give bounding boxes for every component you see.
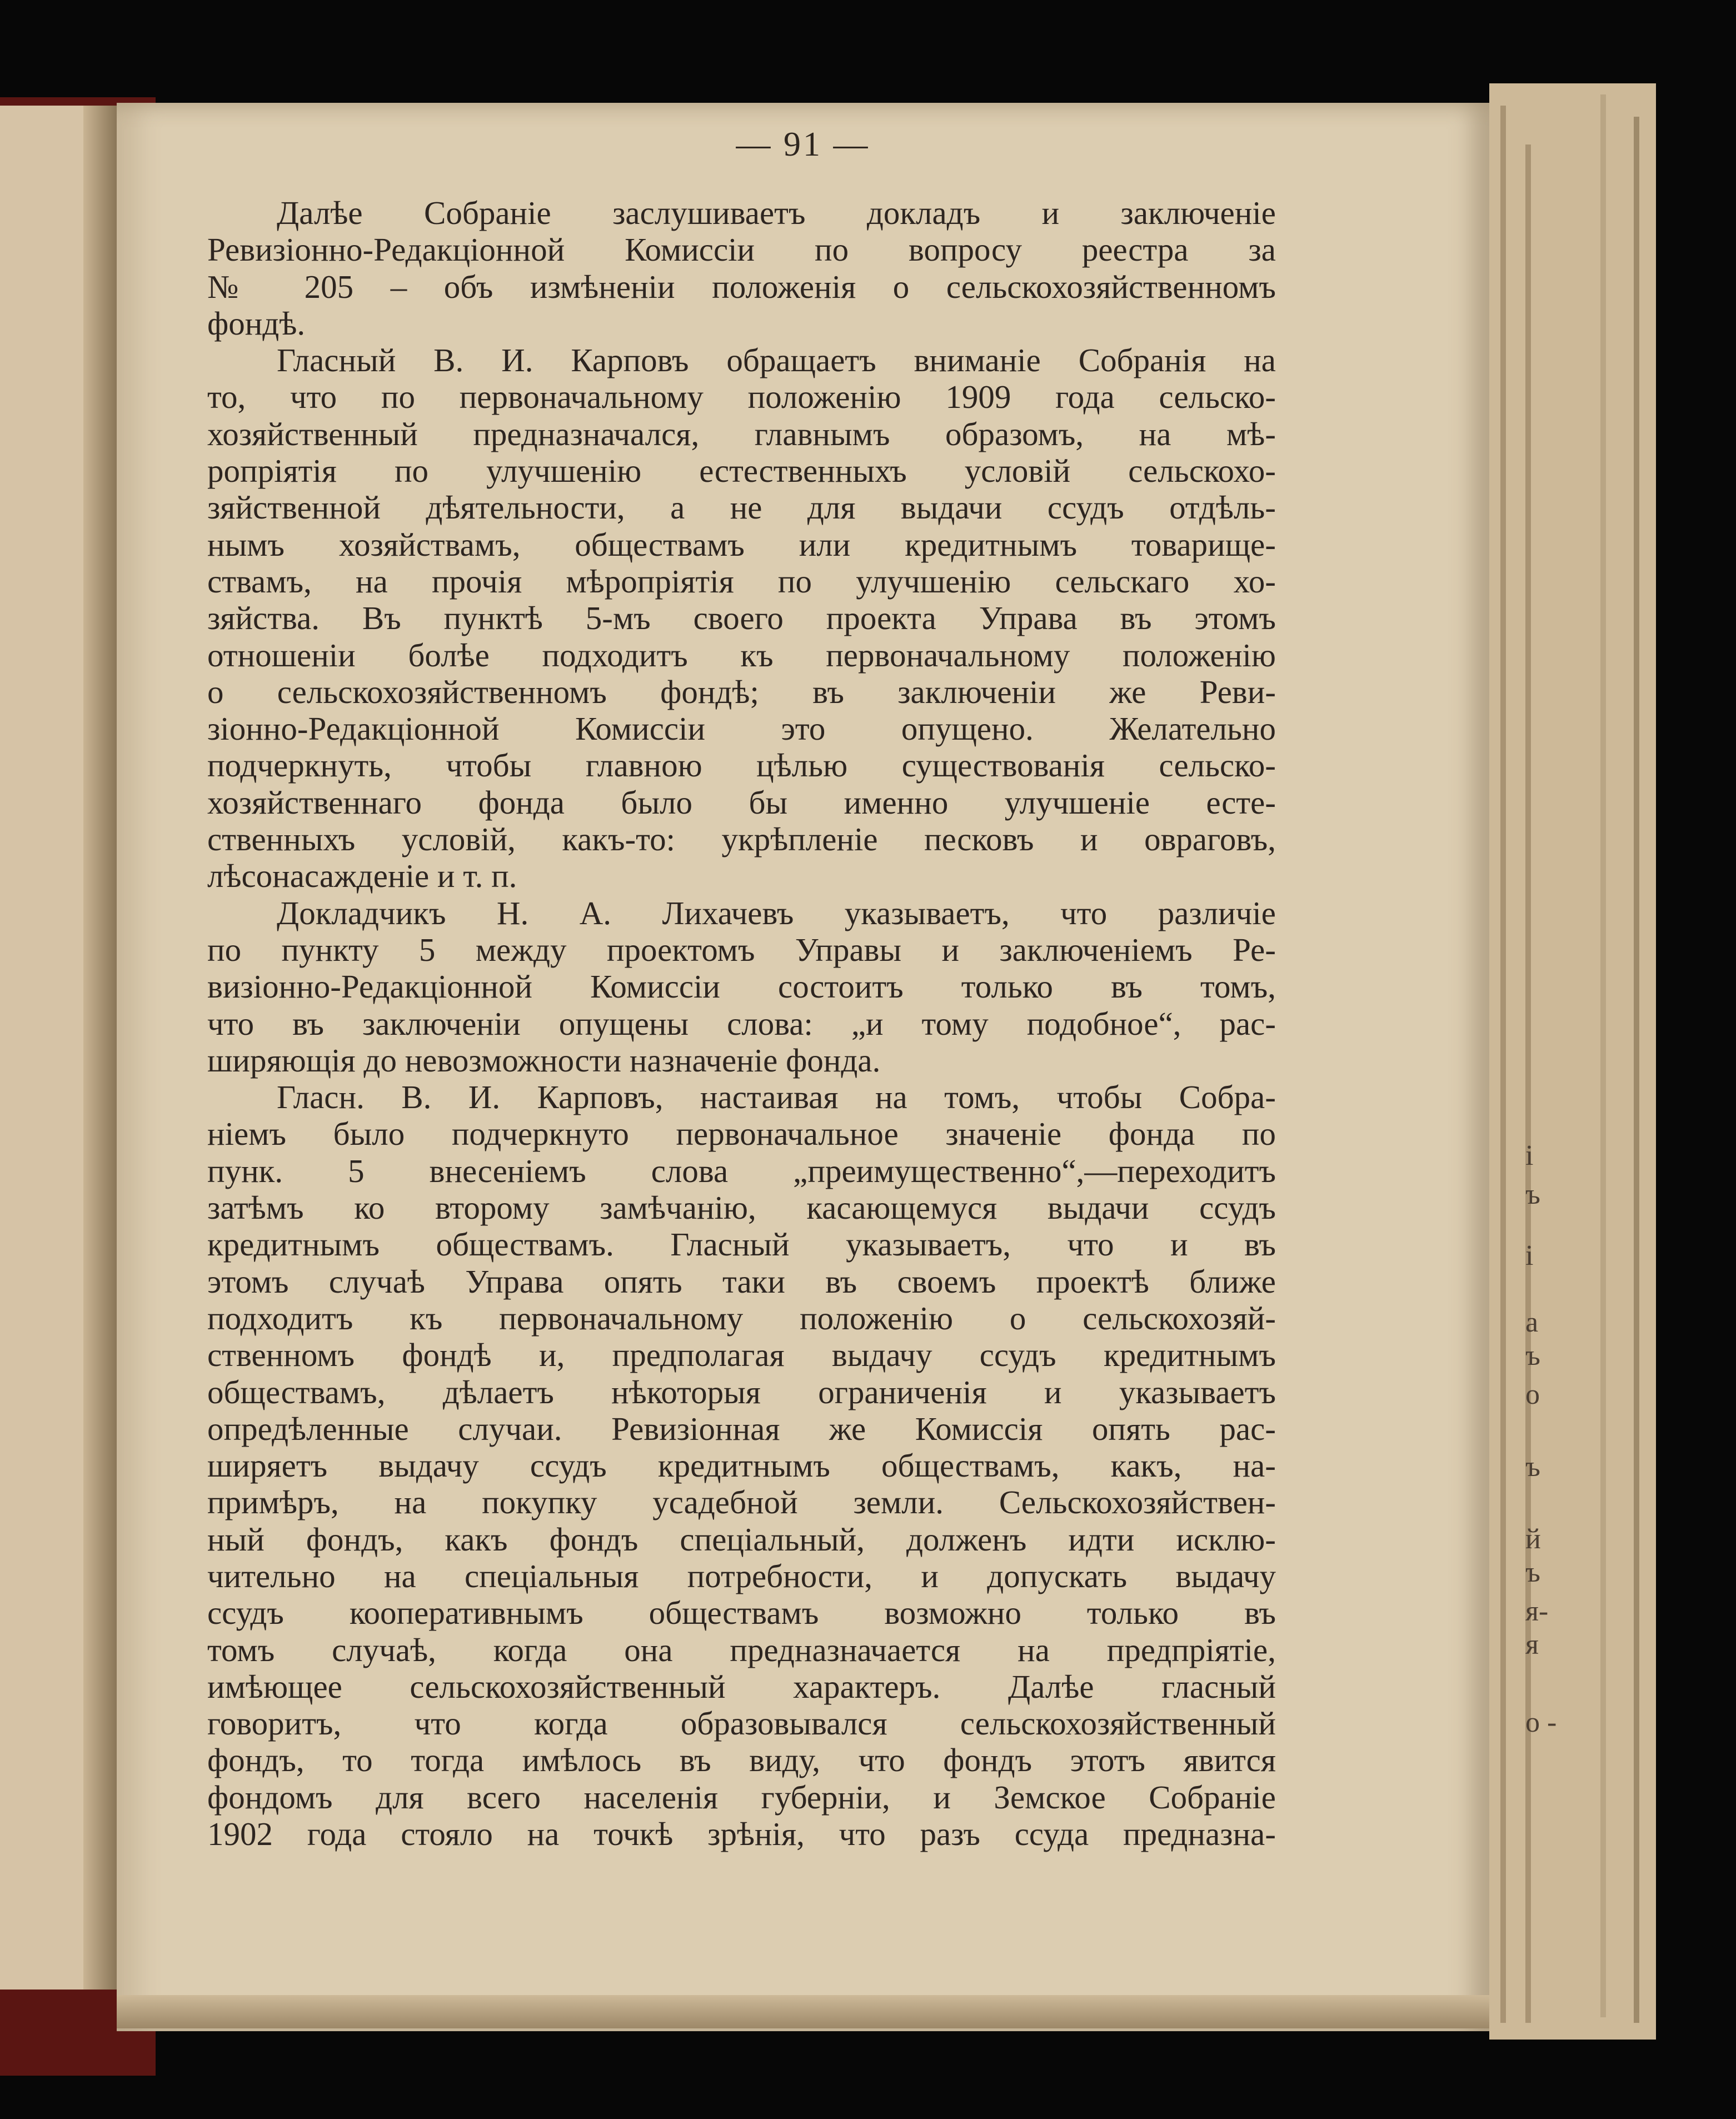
text-line: фондъ, то тогда имѣлось въ виду, что фондъ этотъ явится (207, 1742, 1276, 1779)
text-line: Ревизіонно-Редакціонной Комиссіи по вопросу реестра за (207, 231, 1276, 268)
text-line: зяйства. Въ пунктѣ 5-мъ своего проекта Управа въ этомъ (207, 600, 1276, 637)
text-line: чительно на спеціальныя потребности, и допускать выдачу (207, 1557, 1276, 1594)
page-edge (1634, 117, 1639, 2023)
text-line: ный фондъ, какъ фондъ спеціальный, долженъ идти исклю- (207, 1520, 1276, 1558)
text-line: отношеніи болѣе подходитъ къ первоначальному положенію (207, 636, 1276, 674)
text-line: зіонно-Редакціонной Комиссіи это опущено. Желательно (207, 710, 1276, 747)
text-line: Гласный В. И. Карповъ обращаетъ вниманіе Собранія на (277, 342, 1276, 379)
margin-fragment: о - (1525, 1707, 1557, 1738)
margin-fragment: ъ (1525, 1179, 1540, 1210)
text-line: ніемъ было подчеркнуто первоначальное значеніе фонда по (207, 1115, 1276, 1153)
text-line: ственномъ фондѣ и, предполагая выдачу ссудъ кредитнымъ (207, 1337, 1276, 1374)
body-text (207, 195, 1276, 1852)
page-edge (1500, 106, 1506, 2023)
text-line: обществамъ, дѣлаетъ нѣкоторыя ограниченія и указываетъ (207, 1373, 1276, 1410)
margin-fragment: і (1525, 1240, 1534, 1272)
text-line: № 205 – объ измѣненіи положенія о сельскохозяйственномъ (207, 268, 1276, 305)
text-line: ширяющія до невозможности назначеніе фонда. (207, 1041, 881, 1079)
text-line: затѣмъ ко второму замѣчанію, касающемуся выдачи ссудъ (207, 1189, 1276, 1226)
text-line: ственныхъ условій, какъ-то: укрѣпленіе песковъ и овраговъ, (207, 821, 1276, 858)
text-line: зяйственной дѣятельности, а не для выдачи ссудъ отдѣль- (207, 489, 1276, 526)
text-line: имѣющее сельскохозяйственный характеръ. Далѣе гласный (207, 1668, 1276, 1705)
text-line: ссудъ кооперативнымъ обществамъ возможно только въ (207, 1594, 1276, 1632)
text-line: подходитъ къ первоначальному положенію о сельскохозяй- (207, 1299, 1276, 1337)
text-line: ропріятія по улучшенію естественныхъ условій сельскохо- (207, 452, 1276, 490)
margin-fragment: ъ (1525, 1451, 1540, 1483)
margin-fragment: а (1525, 1307, 1539, 1338)
text-line: лѣсонасажденіе и т. п. (207, 857, 517, 895)
margin-fragment: о (1525, 1379, 1540, 1410)
text-line: фондомъ для всего населенія губерніи, и Земское Собраніе (207, 1778, 1276, 1816)
text-line: нымъ хозяйствамъ, обществамъ или кредитнымъ товарище- (207, 526, 1276, 563)
text-line: хозяйственнаго фонда было бы именно улучшеніе есте- (207, 784, 1276, 821)
margin-fragment: й (1525, 1523, 1541, 1555)
margin-fragment: я (1525, 1629, 1539, 1661)
text-line: по пункту 5 между проектомъ Управы и заключеніемъ Ре- (207, 931, 1276, 968)
page-edge (1600, 94, 1606, 2017)
text-line: подчеркнуть, чтобы главною цѣлью существованія сельско- (207, 747, 1276, 784)
text-line: 1902 года стояло на точкѣ зрѣнія, что разъ ссуда предназна- (207, 1816, 1276, 1853)
text-line: Гласн. В. И. Карповъ, настаивая на томъ, чтобы Собра- (277, 1079, 1276, 1116)
text-line: Далѣе Собраніе заслушиваетъ докладъ и заключеніе (277, 195, 1276, 231)
text-line: опредѣленные случаи. Ревизіонная же Комиссія опять рас- (207, 1410, 1276, 1447)
text-line: примѣръ, на покупку усадебной земли. Сельскохозяйствен- (207, 1484, 1276, 1521)
underlying-page-fragments (1525, 1139, 1592, 1806)
margin-fragment: я- (1525, 1596, 1549, 1627)
margin-fragment: і (1525, 1140, 1534, 1171)
text-line: кредитнымъ обществамъ. Гласный указываетъ, что и въ (207, 1226, 1276, 1263)
text-line: этомъ случаѣ Управа опять таки въ своемъ проектѣ ближе (207, 1263, 1276, 1300)
margin-fragment: ъ (1525, 1557, 1540, 1588)
page-number: — 91 — (736, 126, 870, 163)
book-gutter (83, 106, 117, 1990)
book-page (117, 103, 1489, 2031)
text-line: ширяетъ выдачу ссудъ кредитнымъ обществамъ, какъ, на- (207, 1447, 1276, 1484)
text-line: фондѣ. (207, 305, 306, 342)
text-line: томъ случаѣ, когда она предназначается на предпріятіе, (207, 1631, 1276, 1668)
text-line: что въ заключеніи опущены слова: „и тому подобное“, рас- (207, 1005, 1276, 1042)
page-bottom-edge (117, 1995, 1489, 2028)
margin-fragment: ъ (1525, 1340, 1540, 1372)
text-line: визіонно-Редакціонной Комиссіи состоитъ только въ томъ, (207, 968, 1276, 1005)
text-line: Докладчикъ Н. А. Лихачевъ указываетъ, что различіе (277, 894, 1276, 931)
text-line: говоритъ, что когда образовывался сельскохозяйственный (207, 1705, 1276, 1742)
text-line: о сельскохозяйственномъ фондѣ; въ заключеніи же Реви- (207, 673, 1276, 710)
text-line: хозяйственный предназначался, главнымъ образомъ, на мѣ- (207, 415, 1276, 452)
text-line: пунк. 5 внесеніемъ слова „преимущественно“,—переходитъ (207, 1152, 1276, 1189)
text-line: ствамъ, на прочія мѣропріятія по улучшенію сельскаго хо- (207, 562, 1276, 600)
text-line: то, что по первоначальному положенію 1909 года сельско- (207, 378, 1276, 416)
